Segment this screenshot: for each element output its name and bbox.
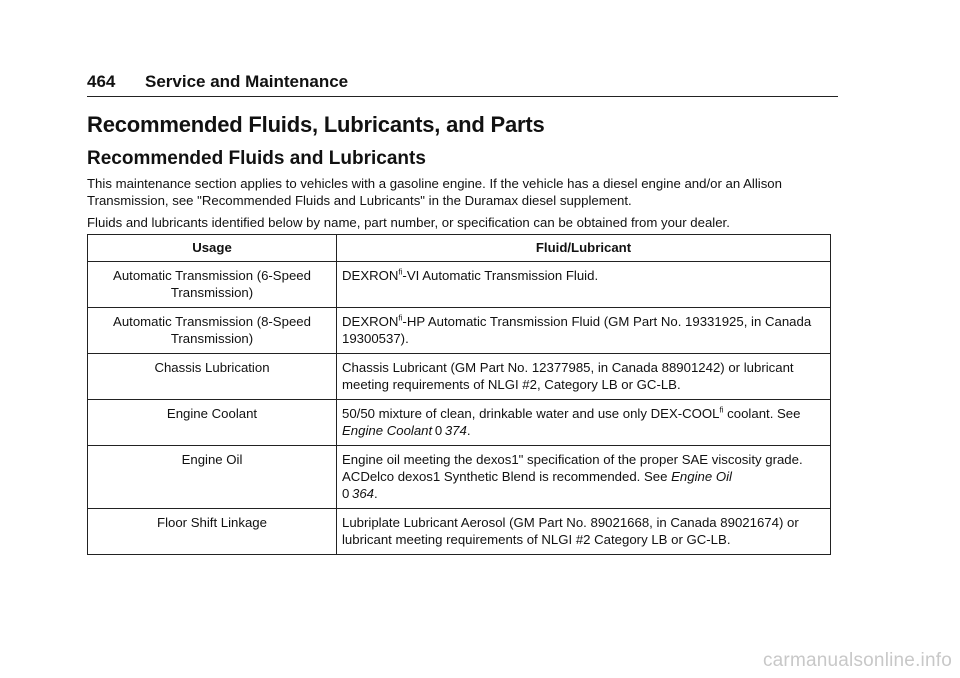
page-ref-number[interactable]: 364: [351, 486, 374, 501]
usage-column-header: Usage: [88, 235, 337, 262]
usage-cell: Automatic Transmission (8-Speed Transmission): [88, 308, 337, 354]
section-name: Service and Maintenance: [145, 72, 349, 91]
registered-mark: fi: [398, 267, 403, 277]
table-row: [88, 262, 831, 308]
registered-mark: fi: [719, 405, 724, 415]
engine-coolant-link[interactable]: Engine Coolant: [342, 423, 433, 438]
page-ref-symbol: 0: [342, 486, 350, 501]
table-row: [88, 354, 831, 400]
section-subtitle: Recommended Fluids and Lubricants: [87, 148, 426, 169]
page-ref-number[interactable]: 374: [444, 423, 467, 438]
usage-cell: Engine Oil: [88, 446, 337, 509]
page-title: Recommended Fluids, Lubricants, and Parts: [87, 112, 545, 137]
page-number: 464: [87, 72, 116, 91]
dealer-paragraph: Fluids and lubricants identified below by name, part number, or specification can be obtained from your dealer.: [87, 215, 730, 230]
usage-cell: Chassis Lubrication: [88, 354, 337, 400]
table-row: [88, 308, 831, 354]
watermark: carmanualsonline.info: [762, 650, 952, 671]
engine-oil-link[interactable]: Engine Oil: [671, 469, 732, 484]
table-header-row: [88, 235, 831, 262]
fluid-cell: Lubriplate Lubricant Aerosol (GM Part No. 89021668, in Canada 89021674) or lubricant meeting requirements of NLGI #2 Category LB or GC-LB.: [337, 509, 831, 555]
usage-cell: Automatic Transmission (6-Speed Transmission): [88, 262, 337, 308]
table-row: [88, 446, 831, 509]
registered-mark: fi: [398, 313, 403, 323]
fluid-cell: Engine oil meeting the dexos1" specification of the proper SAE viscosity grade. ACDelco dexos1 Synthetic Blend is recommended. See Engine Oil 0 364.: [337, 446, 831, 509]
usage-cell: Engine Coolant: [88, 400, 337, 446]
intro-paragraph: This maintenance section applies to vehicles with a gasoline engine. If the vehicle has a diesel engine and/or an Allison Transmission, see "Recommended Fluids and Lubricants" in the Duramax diesel supplement.: [87, 176, 782, 208]
page-ref-symbol: 0: [434, 423, 443, 438]
fluid-cell: $DEXRON^{fi}-VI$ Automatic Transmission Fluid.: [337, 262, 831, 308]
fluids-table: [87, 234, 831, 555]
fluid-cell: $DEXRON^{fi}-HP$ Automatic Transmission Fluid (GM Part No. 19331925, in Canada 19300537).: [337, 308, 831, 354]
usage-cell: Floor Shift Linkage: [88, 509, 337, 555]
fluid-column-header: Fluid/Lubricant: [337, 235, 831, 262]
table-row: [88, 400, 831, 446]
page-header: [87, 72, 838, 97]
fluid-cell: 50/50 mixture of clean, drinkable water and use only DEX-$COOL^{fi}$ coolant. See Engine Coolant 0 374.: [337, 400, 831, 446]
fluid-cell: Chassis Lubricant (GM Part No. 12377985, in Canada 88901242) or lubricant meeting requirements of NLGI #2, Category LB or GC-LB.: [337, 354, 831, 400]
table-row: [88, 509, 831, 555]
